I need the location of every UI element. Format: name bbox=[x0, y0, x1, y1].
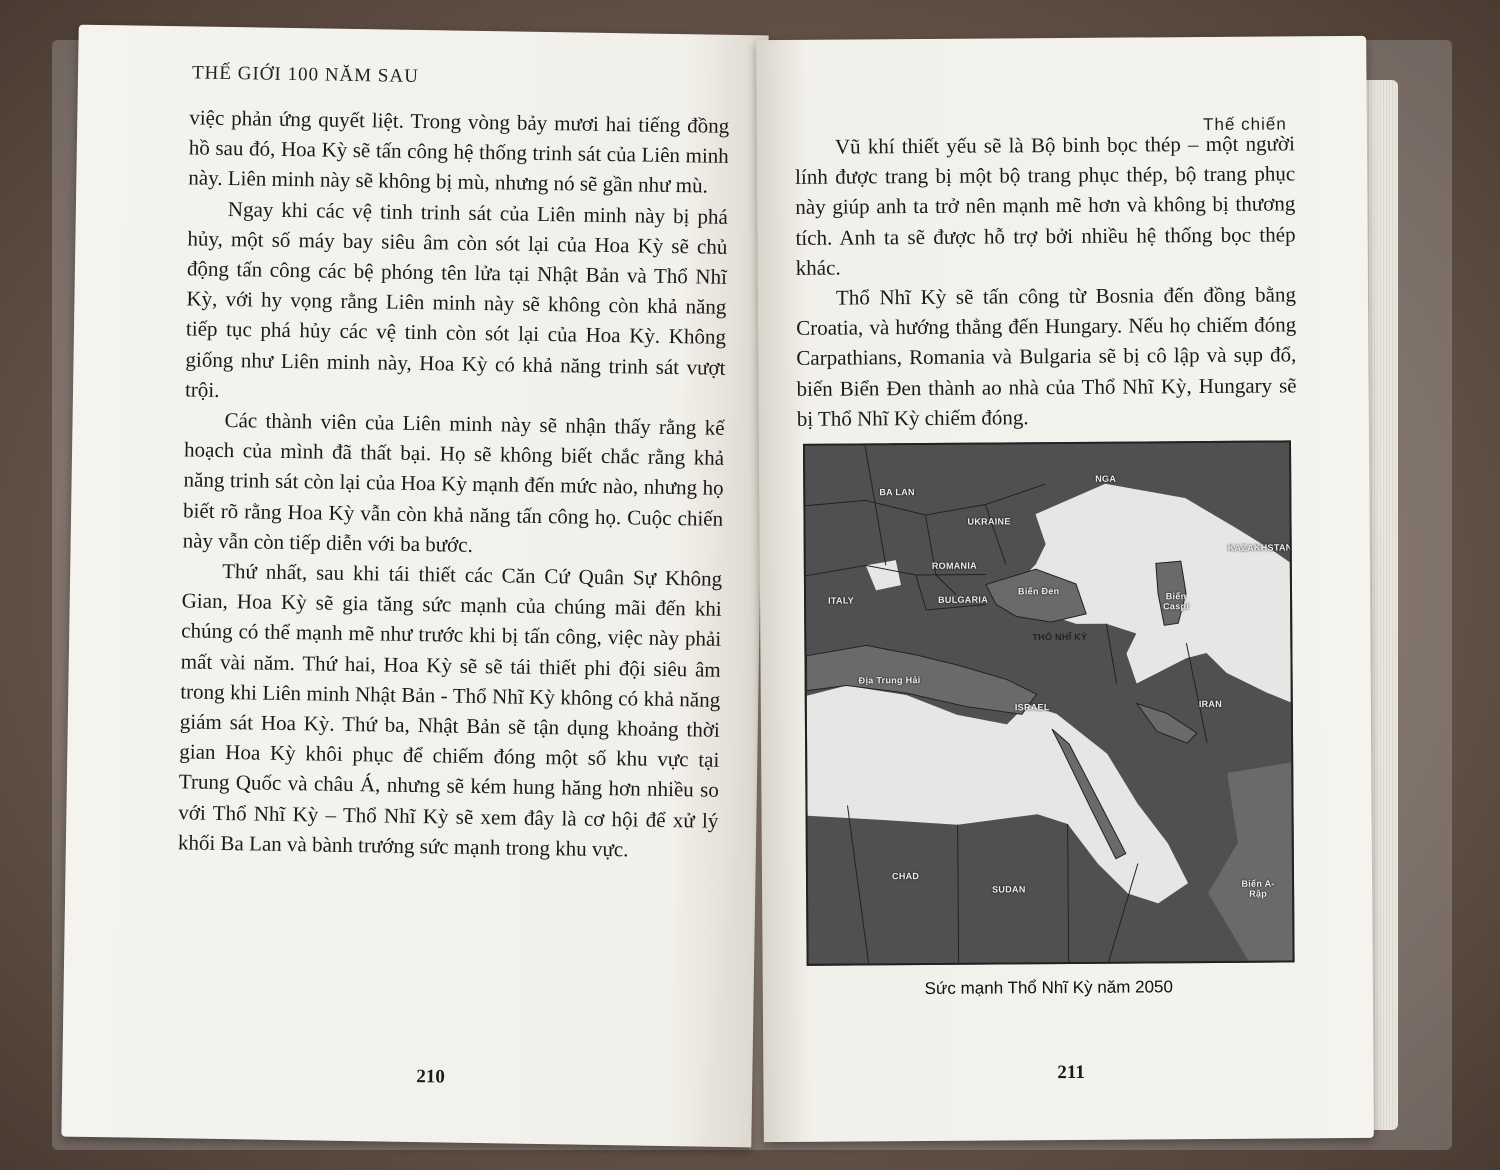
paragraph: Các thành viên của Liên minh này sẽ nhận thấy rằng kế hoạch của mình đã thất bại. Họ sẽ không biết chắc rằng khả năng trinh sát còn lại của Hoa Kỳ mạnh đến mức nào, nhưng họ biết rõ rằng Hoa Kỳ vẫn còn khả năng tấn công họ. Cuộc chiến này vẫn còn tiếp diễn với ba bước. bbox=[182, 408, 725, 557]
page-number: 211 bbox=[1057, 1061, 1085, 1084]
paragraph: Ngay khi các vệ tinh trinh sát của Liên minh này bị phá hủy, một số máy bay siêu âm còn sót lại của Hoa Kỳ sẽ chủ động tấn công các bệ phóng tên lửa tại Nhật Bản và Thổ Nhĩ Kỳ, với hy vọng rằng Liên minh này sẽ không còn khả năng tiếp tục phá hủy các vệ tinh còn sót lại của Hoa Kỳ. Không giống như Liên minh này, Hoa Kỳ có khả năng trinh sát vượt trội. bbox=[184, 196, 729, 402]
paragraph: việc phản ứng quyết liệt. Trong vòng bảy mươi hai tiếng đồng hồ sau đó, Hoa Kỳ sẽ tấn công hệ thống trinh sát của Liên minh này. Liên minh này sẽ không bị mù, nhưng nó sẽ gần như mù. bbox=[188, 105, 730, 198]
left-page bbox=[61, 25, 768, 1148]
map-label-russia: NGA bbox=[1095, 473, 1117, 484]
body-text bbox=[178, 102, 730, 865]
running-head: Thế chiến bbox=[1203, 114, 1287, 135]
map-label-arabian-sea: Biển A-Rập bbox=[1241, 878, 1275, 899]
paragraph: Thổ Nhĩ Kỳ sẽ tấn công từ Bosnia đến đồng bằng Croatia, và hướng thẳng đến Hungary. Nếu họ chiếm đóng Carpathians, Romania và Bulgaria sẽ bị cô lập và sụp đổ, biến Biển Đen thành ao nhà của Thổ Nhĩ Kỳ, Hungary sẽ bị Thổ Nhĩ Kỳ chiếm đóng. bbox=[796, 282, 1297, 431]
map-label-israel: ISRAEL bbox=[1014, 702, 1050, 713]
right-page bbox=[756, 36, 1374, 1142]
map-label-chad: CHAD bbox=[891, 871, 920, 882]
map-label-italy: ITALY bbox=[828, 595, 855, 606]
paragraph: Thứ nhất, sau khi tái thiết các Căn Cứ Quân Sự Không Gian, Hoa Kỳ sẽ gia tăng sức mạnh của chúng mãi đến khi chúng có thể mạnh mẽ như trước khi bị tấn công, việc này phải mất vài năm. Thứ hai, Hoa Kỳ sẽ sẽ tái thiết phi đội siêu âm trong khi Liên minh Nhật Bản - Thổ Nhĩ Kỳ không có khả năng giám sát Hoa Kỳ. Thứ ba, Nhật Bản sẽ tận dụng khoảng thời gian Hoa Kỳ khôi phục để chiếm đóng một số khu vực tại Trung Quốc và châu Á, nhưng sẽ kém hung hăng hơn nhiều so với Thổ Nhĩ Kỳ – Thổ Nhĩ Kỳ sẽ xem đây là cơ hội để xử lý khối Ba Lan và bành trướng sức mạnh trong khu vực. bbox=[177, 559, 723, 862]
map-figure bbox=[803, 440, 1295, 965]
map-label-iran: IRAN bbox=[1198, 698, 1223, 710]
map-label-bulgaria: BULGARIA bbox=[938, 594, 989, 605]
map-label-black-sea: Biển Đen bbox=[1017, 586, 1060, 597]
map-label-kazakhstan: KAZAKHSTAN bbox=[1227, 542, 1293, 553]
page-number: 210 bbox=[416, 1066, 445, 1088]
running-head: THẾ GIỚI 100 NĂM SAU bbox=[191, 62, 420, 87]
map-label-caspian-sea: Biển Caspi bbox=[1163, 591, 1190, 612]
map-label-romania: ROMANIA bbox=[931, 560, 977, 571]
map-label-turkey: THỔ NHĨ KỲ bbox=[1032, 631, 1088, 643]
body-text bbox=[795, 128, 1297, 434]
map-caption: Sức mạnh Thổ Nhĩ Kỳ năm 2050 bbox=[924, 977, 1173, 998]
map-label-mediterranean: Địa Trung Hải bbox=[858, 675, 921, 686]
map-label-sudan: SUDAN bbox=[992, 884, 1026, 895]
paragraph: Vũ khí thiết yếu sẽ là Bộ binh bọc thép – một người lính được trang bị một bộ trang phục thép, bộ trang phục này giúp anh ta trở nên mạnh mẽ hơn và không bị thương tích. Anh ta sẽ được hỗ trợ bởi nhiều hệ thống bọc thép khác. bbox=[795, 131, 1296, 280]
map-label-poland: BA LAN bbox=[879, 487, 915, 498]
map-label-ukraine: UKRAINE bbox=[967, 516, 1011, 527]
